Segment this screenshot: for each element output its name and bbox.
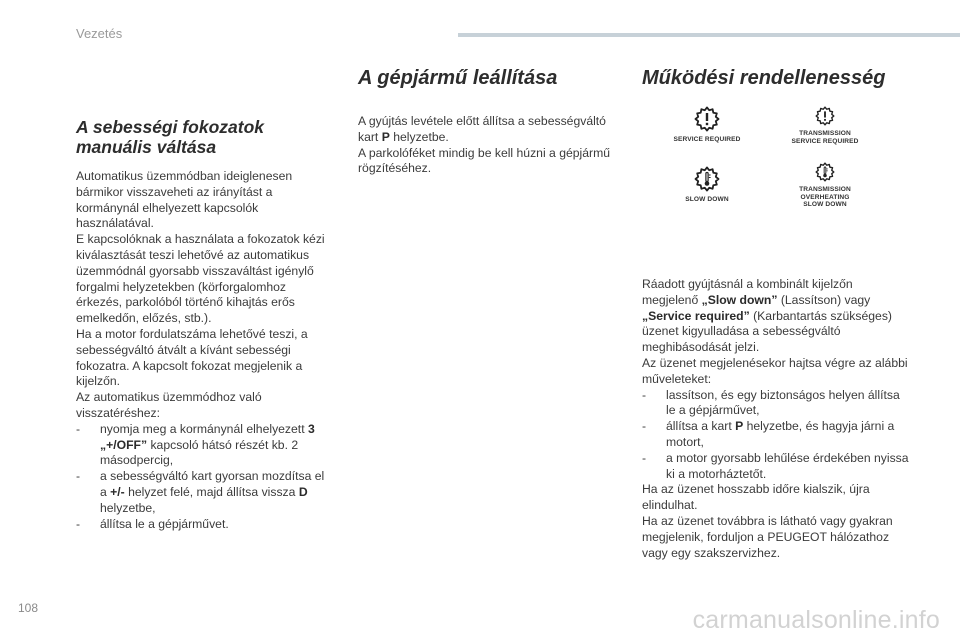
heading-malfunction: Működési rendellenesség bbox=[642, 67, 886, 89]
transmission-service-required-tile bbox=[770, 106, 880, 145]
paragraph-text: (Karbantartás szükséges) üzenet kigyulladása a sebességváltó meghibásodását jelzi. bbox=[642, 308, 892, 355]
paragraph-text: Ráadott gyújtásnál a kombinált kijelzőn megjelenő bbox=[642, 277, 853, 307]
paragraph: Automatikus üzemmódban ideiglenesen bármikor visszaveheti az irányítást a kormánynál elhelyezett kapcsolók használatával. bbox=[76, 169, 293, 231]
transmission-overheating-tile bbox=[770, 162, 880, 209]
exclamation-gear-icon bbox=[694, 106, 720, 132]
list-item bbox=[642, 419, 912, 451]
warning-icons-panel bbox=[642, 106, 912, 251]
paragraph: Az automatikus üzemmódhoz való visszatéréshez: bbox=[76, 390, 262, 420]
paragraph: A parkolóféket mindig be kell húzni a gépjármű rögzítéséhez. bbox=[358, 145, 611, 176]
list-item bbox=[76, 469, 332, 516]
paragraph: Az üzenet megjelenésekor hajtsa végre az alábbi műveleteket: bbox=[642, 355, 908, 386]
list-item-text: helyzetbe, és hagyja járni a motort, bbox=[666, 419, 895, 449]
list-item-text: helyzetbe, bbox=[100, 500, 156, 515]
service-required-tile bbox=[652, 106, 762, 144]
gear-position-label: D bbox=[298, 484, 308, 499]
list-item-text: állítsa a kart bbox=[666, 419, 736, 434]
message-label: „Slow down” bbox=[701, 292, 778, 307]
column-stopping-vehicle bbox=[358, 66, 618, 177]
list-item-text: a sebességváltó kart gyorsan mozdítsa el a bbox=[100, 469, 325, 499]
icon-caption: TRANSMISSION SERVICE REQUIRED bbox=[791, 130, 859, 145]
header-rule bbox=[458, 33, 960, 37]
heading-stopping-vehicle: A gépjármű leállítása bbox=[358, 67, 558, 89]
paragraph: Ha az üzenet továbbra is látható vagy gyakran megjelenik, forduljon a PEUGEOT hálózathoz vagy egy szakszervizhez. bbox=[642, 513, 893, 560]
icon-caption: SERVICE REQUIRED bbox=[673, 136, 741, 143]
list-item bbox=[642, 388, 912, 420]
heading-manual-shifting: A sebességi fokozatok manuális váltása bbox=[76, 117, 265, 157]
paragraph bbox=[642, 277, 912, 356]
actions-list bbox=[642, 388, 912, 483]
list-item bbox=[642, 451, 912, 483]
gear-position-label: P bbox=[381, 129, 390, 144]
list-item-text: nyomja meg a kormánynál elhelyezett bbox=[100, 421, 308, 436]
page-number: 108 bbox=[18, 601, 39, 615]
list-item bbox=[76, 422, 332, 469]
list-item-text: állítsa le a gépjárművet. bbox=[100, 516, 229, 531]
paragraph-text: A gyújtás levétele előtt állítsa a sebességváltó kart bbox=[358, 114, 606, 144]
list-item-text: lassítson, és egy biztonságos helyen állítsa le a gépjárművet, bbox=[666, 387, 900, 418]
slow-down-tile bbox=[652, 166, 762, 204]
message-label: „Service required” bbox=[642, 308, 750, 323]
thermometer-gear-icon bbox=[815, 162, 835, 182]
exclamation-gear-icon bbox=[815, 106, 835, 126]
thermometer-gear-icon bbox=[694, 166, 720, 192]
steps-list bbox=[76, 422, 332, 533]
paragraph: Ha a motor fordulatszáma lehetővé teszi, a sebességváltó átvált a kívánt sebességi fokozatra. A kapcsolt fokozat megjelenik a kijelzőn. bbox=[76, 326, 308, 389]
list-item bbox=[76, 517, 332, 533]
gear-position-label: +/- bbox=[110, 484, 125, 499]
list-item-text: a motor gyorsabb lehűlése érdekében nyissa ki a motorháztetőt. bbox=[666, 450, 909, 481]
watermark: carmanualsonline.info bbox=[692, 606, 940, 634]
list-item-text: kapcsoló hátsó részét kb. 2 másodpercig, bbox=[100, 437, 299, 468]
column-malfunction bbox=[642, 66, 912, 561]
switch-label: 3 „+/OFF” bbox=[100, 421, 315, 452]
list-item-text: helyzet felé, majd állítsa vissza bbox=[124, 484, 299, 499]
paragraph-text: (Lassítson) vagy bbox=[777, 292, 871, 307]
paragraph-text: helyzetbe. bbox=[389, 129, 449, 144]
section-label: Vezetés bbox=[76, 26, 123, 41]
icon-caption: TRANSMISSION OVERHEATING SLOW DOWN bbox=[799, 186, 851, 208]
paragraph: E kapcsolóknak a használata a fokozatok kézi kiválasztását teszi lehetővé az automatikus üzemmódnál gyorsabb visszaváltást igénylő forgalmi helyzetekben (körforgalomhoz érkezés, parkolóból történő kihajtás erős emelkedőn, előzés, stb.). bbox=[76, 232, 325, 326]
gear-position-label: P bbox=[735, 419, 744, 434]
paragraph: Ha az üzenet hosszabb időre kialszik, újra elindulhat. bbox=[642, 482, 870, 513]
paragraph bbox=[358, 114, 618, 146]
icon-caption: SLOW DOWN bbox=[685, 196, 729, 203]
column-manual-shifting bbox=[76, 117, 332, 532]
